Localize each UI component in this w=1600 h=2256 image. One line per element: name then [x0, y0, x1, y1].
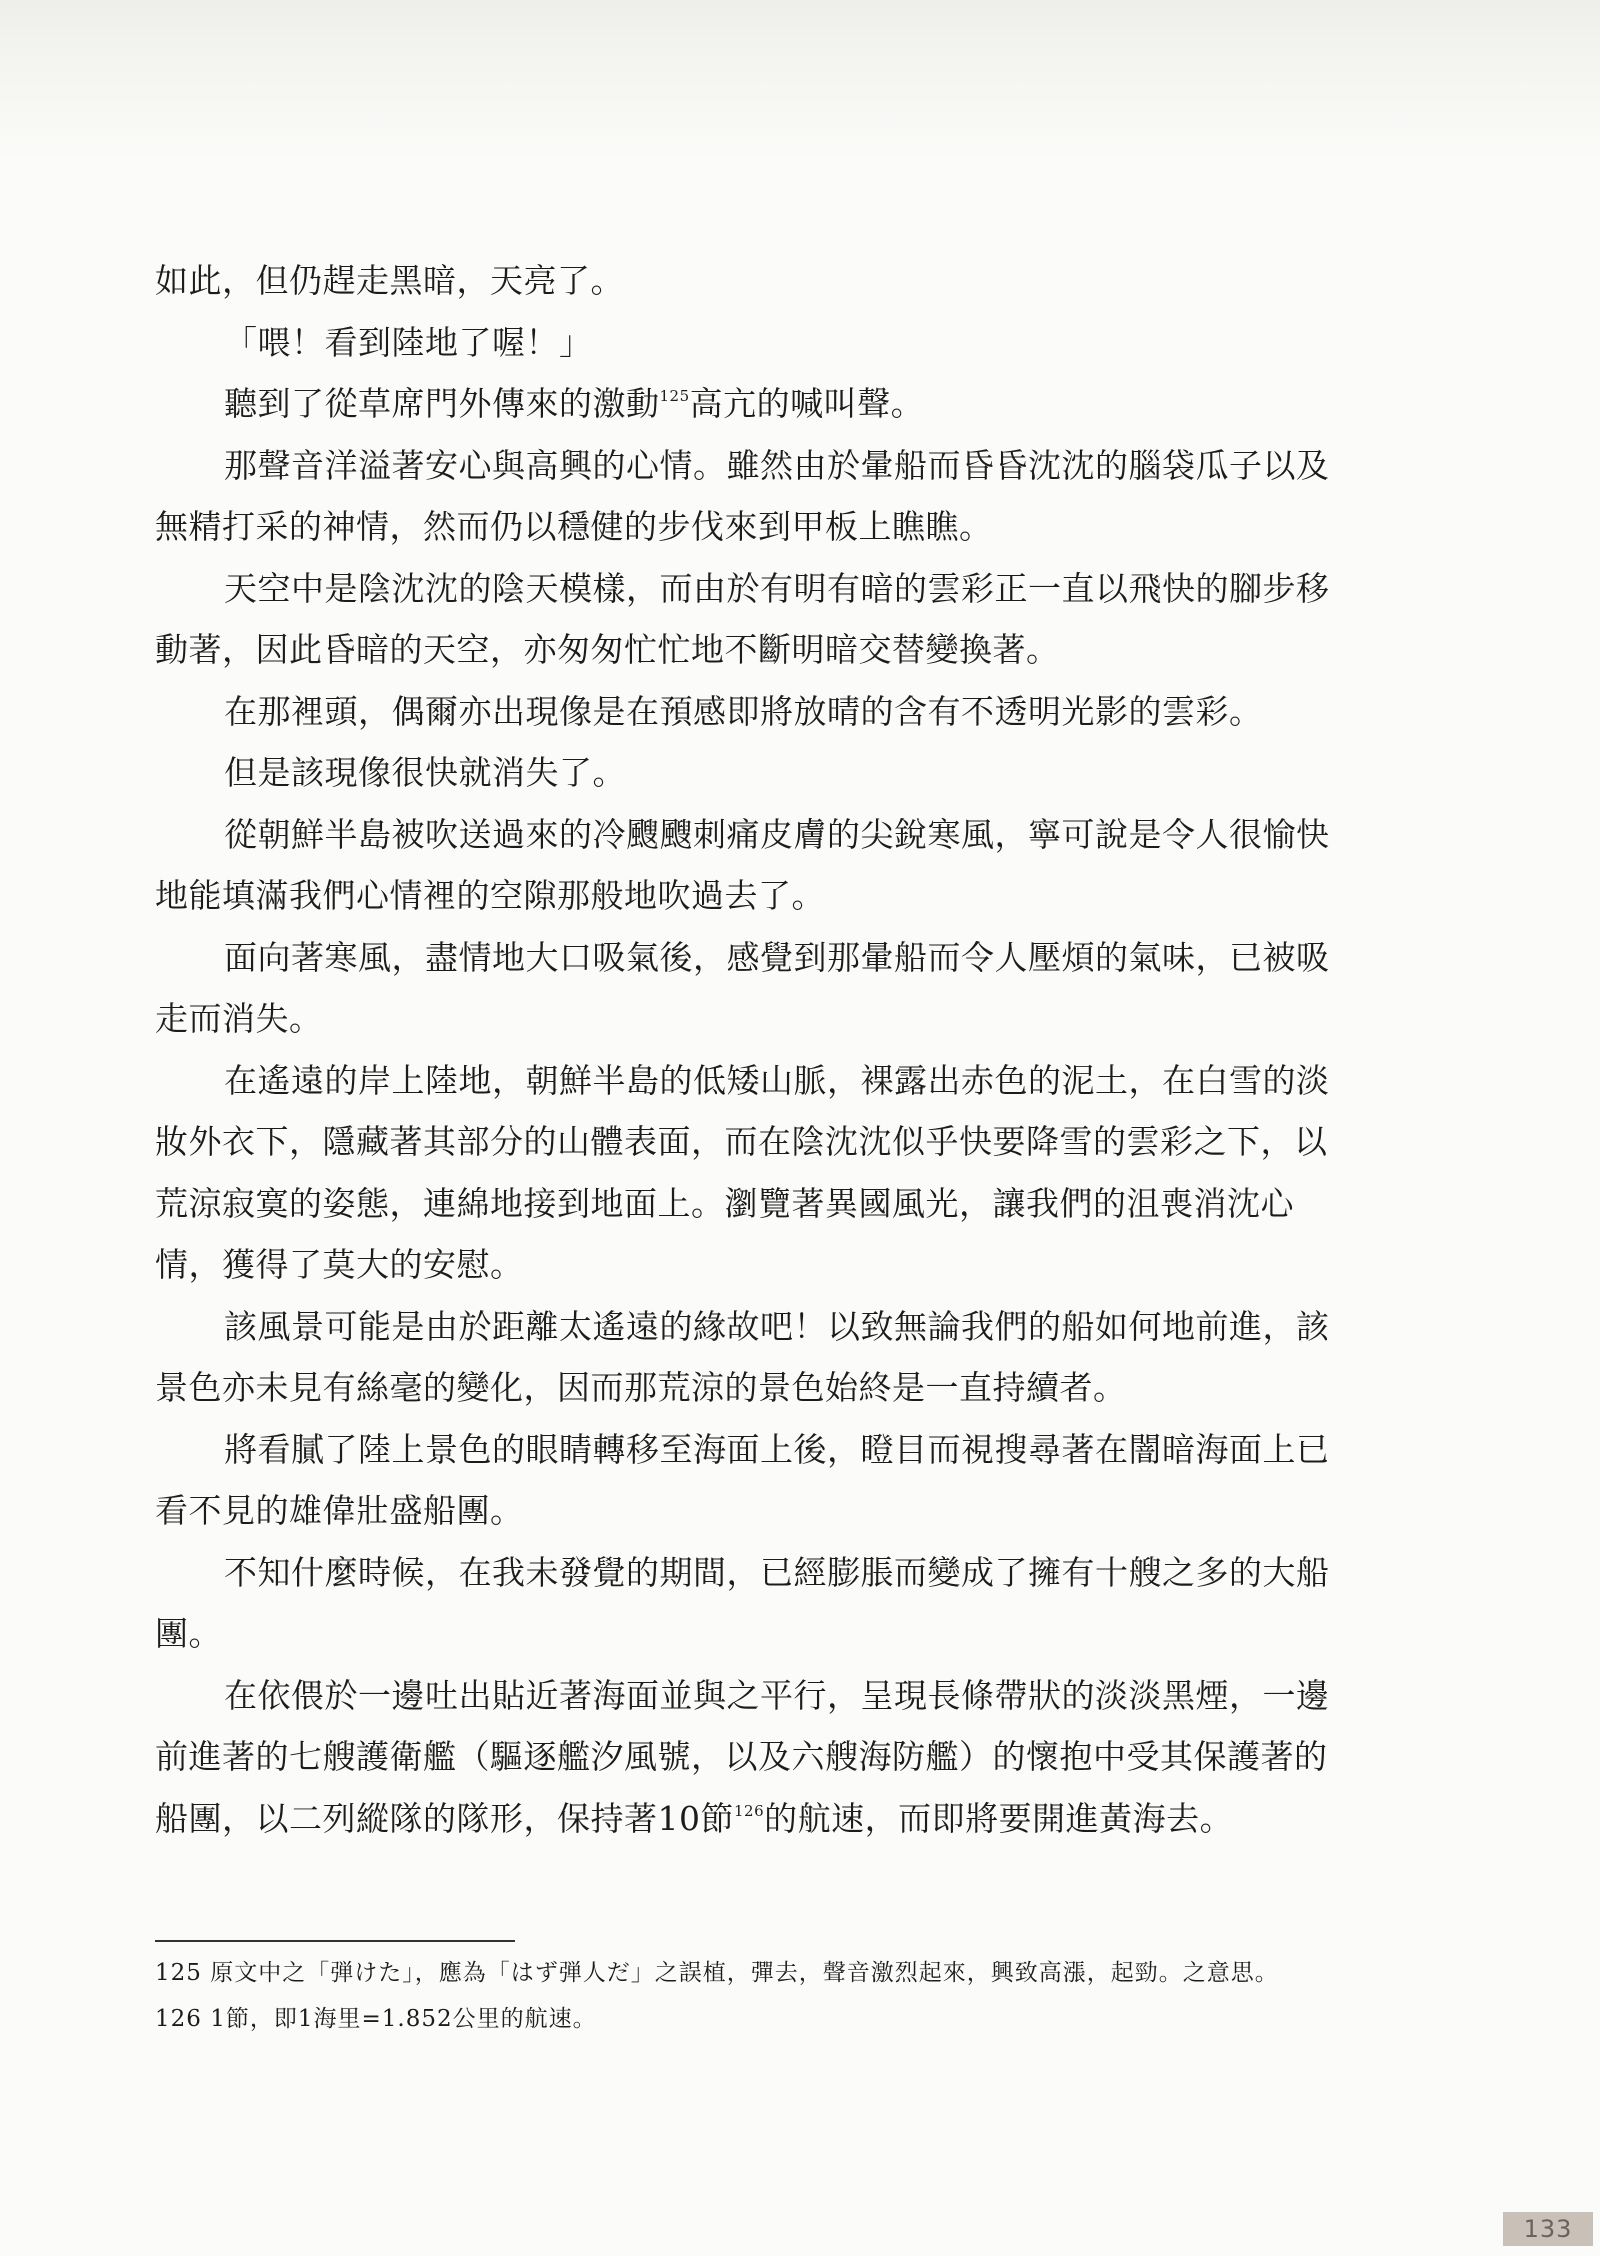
- paragraph: 在那裡頭，偶爾亦出現像是在預感即將放晴的含有不透明光影的雲彩。: [224, 691, 1263, 731]
- paragraph: 面向著寒風，盡情地大口吸氣後，感覺到那暈船而令人壓煩的氣味，已被吸走而消失。: [155, 937, 1330, 1038]
- paragraph: 「喂！看到陸地了喔！」: [224, 322, 593, 362]
- paragraph-text: 在依偎於一邊吐出貼近著海面並與之平行，呈現長條帶狀的淡淡黑煙，一邊前進著的七艘護衛艦（驅逐艦汐風號，以及六艘海防艦）的懷抱中受其保護著的船團，以二列縱隊的隊形，保持著10節: [155, 1675, 1330, 1838]
- paragraph: 如此，但仍趕走黑暗，天亮了。: [155, 261, 624, 300]
- paragraph: [155, 373, 1360, 435]
- footnotes: [155, 1956, 1360, 2048]
- paragraph-text: 聽到了從草席門外傳來的激動: [224, 384, 660, 423]
- paragraph: 不知什麼時候，在我未發覺的期間，已經膨脹而變成了擁有十艘之多的大船團。: [155, 1552, 1330, 1653]
- footnote-ref[interactable]: 126: [734, 1801, 765, 1820]
- paragraph: 從朝鮮半島被吹送過來的冷颼颼刺痛皮膚的尖銳寒風，寧可說是令人很愉快地能填滿我們心情裡的空隙那般地吹過去了。: [155, 814, 1330, 915]
- paragraph: 在遙遠的岸上陸地，朝鮮半島的低矮山脈，裸露出赤色的泥土，在白雪的淡妝外衣下，隱藏著其部分的山體表面，而在陰沈沈似乎快要降雪的雲彩之下，以荒涼寂寞的姿態，連綿地接到地面上。瀏覽著異國風光，讓我們的沮喪消沈心情，獲得了莫大的安慰。: [155, 1060, 1330, 1284]
- paragraph: 將看膩了陸上景色的眼睛轉移至海面上後，瞪目而視搜尋著在闇暗海面上已看不見的雄偉壯盛船團。: [155, 1429, 1330, 1530]
- paragraph: [155, 1665, 1360, 1850]
- footnote-divider: [155, 1940, 515, 1942]
- paragraph: 天空中是陰沈沈的陰天模樣，而由於有明有暗的雲彩正一直以飛快的腳步移動著，因此昏暗的天空，亦匆匆忙忙地不斷明暗交替變換著。: [155, 568, 1330, 669]
- paragraph: 那聲音洋溢著安心與高興的心情。雖然由於暈船而昏昏沈沈的腦袋瓜子以及無精打采的神情，然而仍以穩健的步伐來到甲板上瞧瞧。: [155, 445, 1330, 546]
- paragraph-text: 高亢的喊叫聲。: [689, 384, 925, 423]
- footnote-125: 125 原文中之「弾けた」，應為「はず弾人だ」之誤植，彈去，聲音激烈起來，興致高漲，起勁。之意思。: [155, 1960, 1279, 1986]
- paragraph: 該風景可能是由於距離太遙遠的緣故吧！以致無論我們的船如何地前進，該景色亦未見有絲毫的變化，因而那荒涼的景色始終是一直持續者。: [155, 1306, 1330, 1407]
- paragraph: 但是該現像很快就消失了。: [224, 753, 626, 792]
- footnote-ref[interactable]: 125: [659, 387, 690, 405]
- footnote-126: 126 1節，即1海里=1.852公里的航速。: [155, 2006, 597, 2032]
- top-shading: [0, 0, 1600, 160]
- main-text: [155, 250, 1360, 1849]
- paragraph-text: 的航速，而即將要開進黃海去。: [764, 1798, 1234, 1838]
- page-number: 133: [1503, 2212, 1593, 2246]
